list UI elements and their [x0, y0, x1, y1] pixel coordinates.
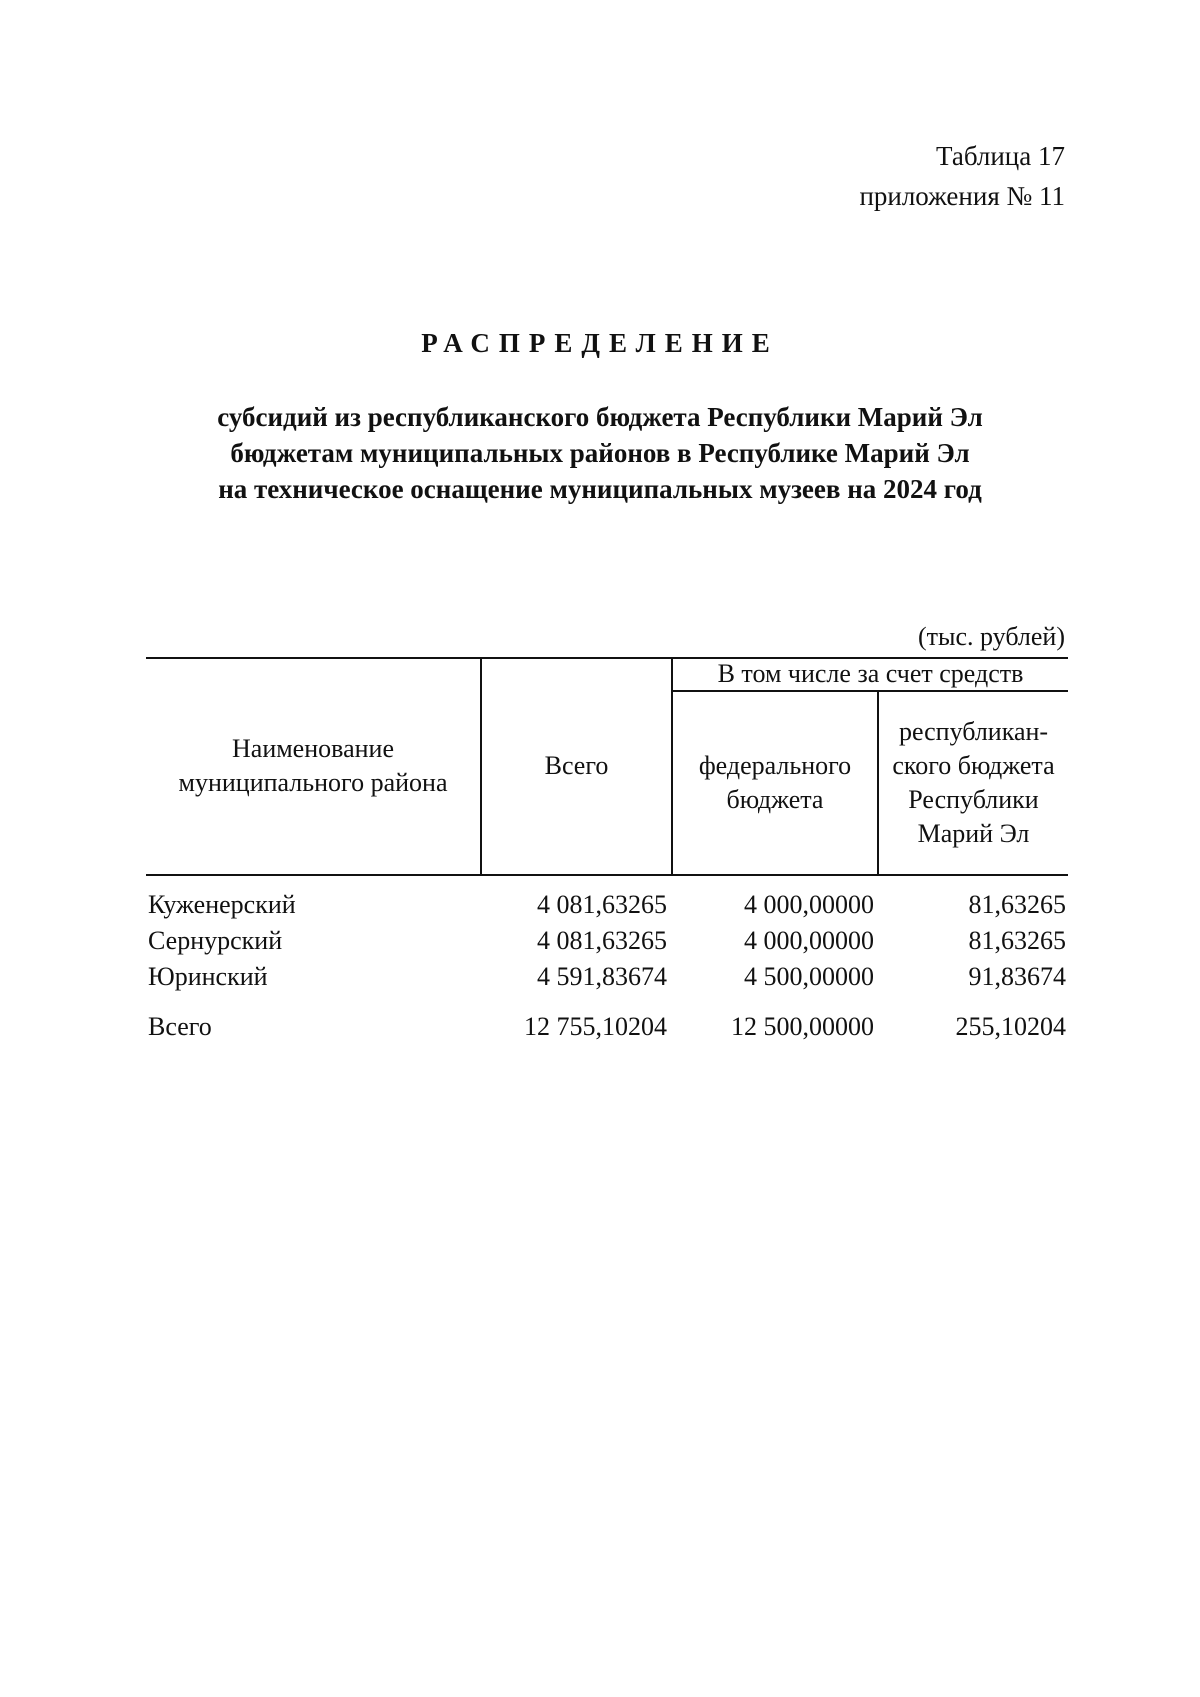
row-federal: 4 500,00000 — [744, 962, 874, 991]
row-federal: 4 000,00000 — [744, 890, 874, 919]
header-total: Всего — [544, 751, 609, 780]
total-row-republic: 255,10204 — [955, 1012, 1066, 1041]
header-republic-line-1: республикан- — [898, 717, 1049, 746]
subtitle-line-2: бюджетам муниципальных районов в Республике Марий Эл — [230, 438, 970, 468]
table-number: Таблица 17 — [936, 141, 1065, 171]
units-note: (тыс. рублей) — [917, 622, 1065, 651]
header-republic-line-4: Марий Эл — [917, 819, 1030, 848]
appendix-number: приложения № 11 — [859, 181, 1065, 211]
header-federal-line-1: федерального — [698, 751, 852, 780]
row-total: 4 591,83674 — [537, 962, 667, 991]
header-republic-line-3: Республики — [908, 785, 1039, 814]
total-row-federal: 12 500,00000 — [731, 1012, 874, 1041]
header-name — [148, 732, 478, 800]
header-republic — [879, 715, 1068, 851]
subtitle-line-1: субсидий из республиканского бюджета Республики Марий Эл — [217, 402, 983, 432]
row-district-name: Куженерский — [148, 890, 296, 919]
row-total: 4 081,63265 — [537, 926, 667, 955]
row-republic: 91,83674 — [968, 962, 1066, 991]
header-republic-line-2: ского бюджета — [892, 751, 1055, 780]
header-name-line-1: Наименование — [232, 734, 394, 763]
row-district-name: Юринский — [148, 962, 268, 991]
header-federal — [673, 749, 877, 817]
row-republic: 81,63265 — [968, 926, 1066, 955]
header-federal-line-2: бюджета — [726, 785, 824, 814]
subtitle-line-3: на техническое оснащение муниципальных музеев на 2024 год — [218, 474, 982, 504]
table-header-bottom-rule — [146, 874, 1068, 876]
header-group: В том числе за счет средств — [717, 659, 1024, 688]
header-name-line-2: муниципального района — [178, 768, 448, 797]
row-district-name: Сернурский — [148, 926, 283, 955]
row-total: 4 081,63265 — [537, 890, 667, 919]
row-federal: 4 000,00000 — [744, 926, 874, 955]
total-row-total: 12 755,10204 — [524, 1012, 667, 1041]
row-republic: 81,63265 — [968, 890, 1066, 919]
document-heading: РАСПРЕДЕЛЕНИЕ — [421, 328, 779, 358]
total-row-label: Всего — [148, 1012, 212, 1041]
